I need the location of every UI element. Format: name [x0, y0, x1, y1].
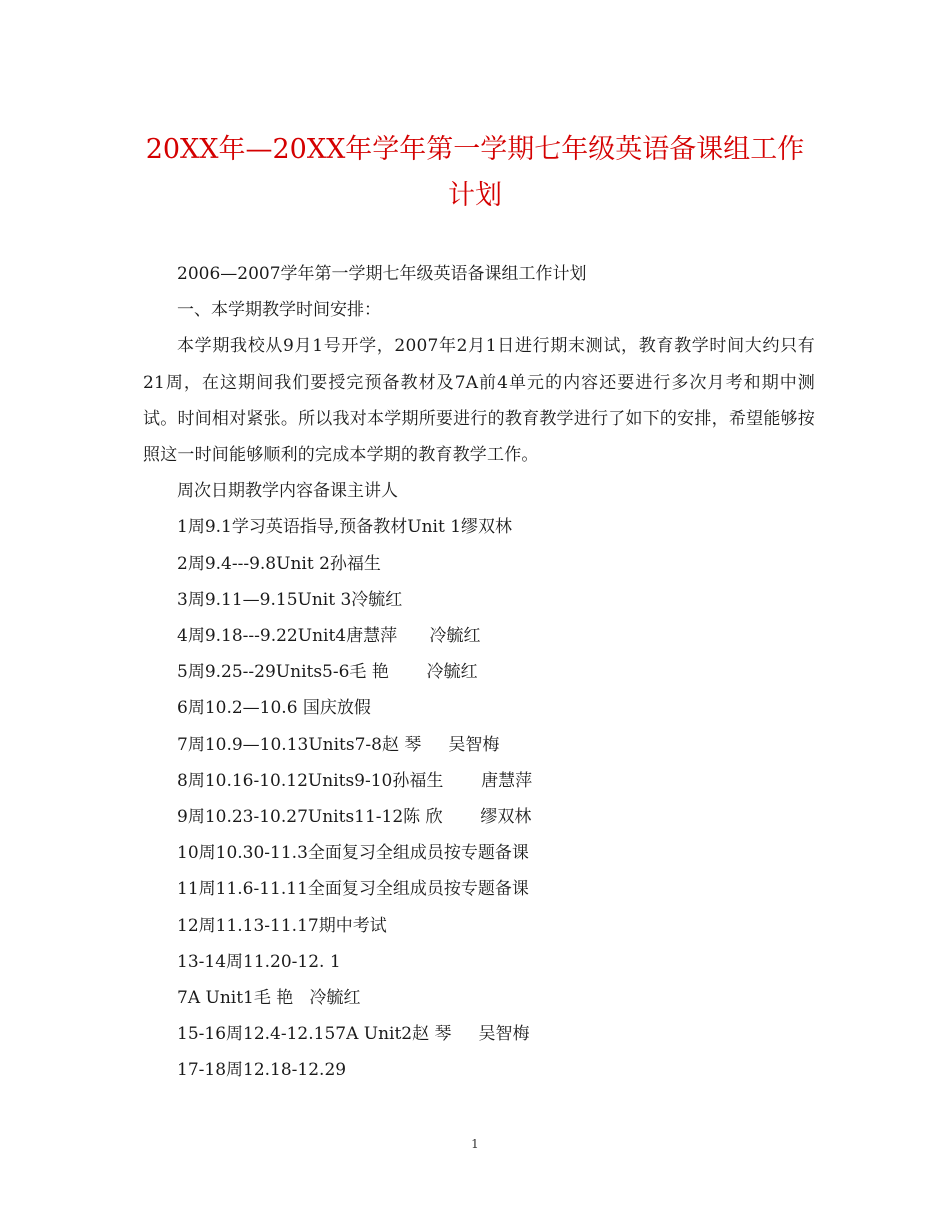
paragraph-subtitle: 2006—2007学年第一学期七年级英语备课组工作计划	[177, 264, 587, 284]
schedule-row: 6周10.2—10.6 国庆放假	[177, 698, 371, 719]
schedule-row: 13-14周11.20-12. 1	[177, 951, 341, 972]
schedule-row: 8周10.16-10.12Units9-10孙福生 唐慧萍	[177, 770, 533, 791]
schedule-row: 17-18周12.18-12.29	[177, 1060, 347, 1081]
schedule-row: 4周9.18---9.22Unit4唐慧萍 冷毓红	[177, 626, 481, 647]
schedule-row: 12周11.13-11.17期中考试	[177, 915, 387, 936]
page-number: 1	[471, 1137, 479, 1151]
document-title	[120, 127, 830, 219]
schedule-row: 9周10.23-10.27Units11-12陈 欣 缪双林	[177, 807, 532, 828]
schedule-row: 10周10.30-11.3全面复习全组成员按专题备课	[177, 843, 529, 864]
schedule-row: 15-16周12.4-12.157A Unit2赵 琴 吴智梅	[177, 1024, 530, 1045]
schedule-row: 11周11.6-11.11全面复习全组成员按专题备课	[177, 879, 529, 900]
schedule-row: 7周10.9—10.13Units7-8赵 琴 吴智梅	[177, 734, 500, 755]
title-line-1: 20XX年—20XX年学年第一学期七年级英语备课组工作	[145, 134, 805, 165]
schedule-row: 2周9.4---9.8Unit 2孙福生	[177, 553, 381, 574]
paragraph-intro: 本学期我校从9月1号开学，2007年2月1日进行期末测试，教育教学时间大约只有21周，在这期间我们要授完预备教材及7A前4单元的内容还要进行多次月考和期中测试。时间相对紧张。所以我对本学期所要进行的教育教学进行了如下的安排，希望能够按照这一时间能够顺利的完成本学期的教育教学工作。	[143, 336, 815, 466]
section-heading: 一、本学期教学时间安排：	[177, 300, 381, 321]
document-body	[143, 256, 815, 1089]
schedule-row: 1周9.1学习英语指导,预备教材Unit 1缪双林	[177, 517, 513, 538]
title-line-2: 计划	[448, 180, 502, 211]
schedule-row: 5周9.25--29Units5-6毛 艳 冷毓红	[177, 662, 478, 683]
schedule-header: 周次日期教学内容备课主讲人	[177, 481, 398, 502]
schedule-row: 3周9.11—9.15Unit 3冷毓红	[177, 589, 403, 610]
schedule-row: 7A Unit1毛 艳 冷毓红	[177, 988, 361, 1009]
